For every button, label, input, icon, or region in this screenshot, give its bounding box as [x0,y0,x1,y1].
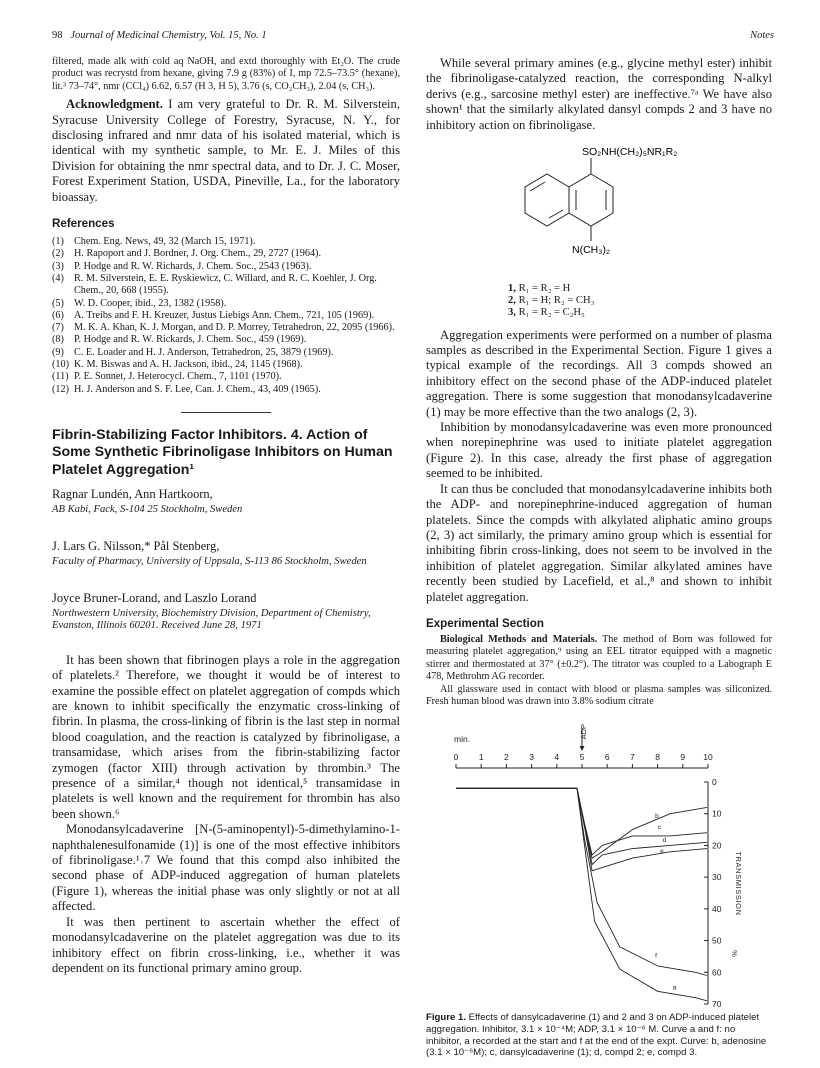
curve-label-d: d [662,837,667,845]
x-axis-label: min. [454,734,471,745]
reference-number: (12) [52,383,69,395]
page-number: 98 [52,30,63,41]
sulfonamide-group-label: SO₂NH(CH₂)₅NR₁R₂ [582,146,678,159]
acknowledgment [52,97,400,205]
reference-item [52,310,400,322]
section-name: Notes [750,30,774,41]
caption-text: Effects of dansylcadaverine (1) and 2 and 3 on ADP-induced platelet aggregation. Inhibitor, 3.1 × 10⁻⁴M; ADP, 3.1 × 10⁻⁶ M. Curve a and f: no inhibitor, a recorded at the start and f at the end of the expt. Curve: b, adenosine (3.1 × 10⁻⁶M); c, dansylcadaverine (1); d, compd 2; e, compd 3. [426,1012,767,1059]
acknowledgment-text: I am very grateful to Dr. R. M. Silverstein, Syracuse University College of Forestry, Syracuse, N. Y., for disclosing infrared and nmr data of his isolated material, which is identical with my synthetic sample, to Mr. E. J. Miles of this Division for obtaining the nmr spectral data, and to Dr. J. C. Moser, Forest Experiment Station, USDA, Pineville, La., for the laboratory bioassay. [52,97,400,204]
acknowledgment-heading: Acknowledgment. [66,97,163,112]
reference-number: (5) [52,297,64,309]
results-paragraph-4: It can thus be concluded that monodansylcadaverine inhibits both the ADP- and norepinephrine-induced aggregation of human platelets. Since the compds with alkylated aliphatic amino groups (2, 3) act similarly, the primary amino group which is essential for inhibiting fibrin cross-linking, does not seem to be involved in the inhibition of platelet aggregation. Similar alkylated amines have recently been studied by Lacefield, et al.,⁸ and shown to inhibit platelet aggregation. [426,481,772,604]
reference-text: H. Rapoport and J. Bordner, J. Org. Chem., 29, 2727 (1964). [74,248,321,260]
reference-text: P. Hodge and R. W. Richards, J. Chem. Soc., 2543 (1963). [74,260,312,272]
authors-uppsala: J. Lars G. Nilsson,* Pål Stenberg, [52,539,220,554]
journal-name: Journal of Medicinal Chemistry, Vol. 15, No. 1 [70,30,267,41]
reference-text: K. M. Biswas and A. H. Jackson, ibid., 24, 1145 (1968). [74,359,303,371]
compound-item [508,295,772,307]
results-paragraph-2: Aggregation experiments were performed on a number of plasma samples as described in the Experimental Section. Figure 1 gives a typical example of the recordings. All 3 compds showed an inhibitory effect on the second phase of the ADP-induced platelet aggregation. There is some suggestion that monodansylcadaverine (1) may be more effective than the two analogs (2, 3). [426,327,772,419]
compound-item [508,283,772,295]
y-tick-label: 0 [712,777,717,788]
adp-label: ADP [579,724,588,740]
curve-f [456,789,707,976]
authors-northwestern: Joyce Bruner-Lorand, and Laszlo Lorand [52,590,257,605]
article-separator [181,412,271,413]
curve-label-b: b [655,813,659,821]
y-tick-label: 40 [712,904,722,915]
curve-label-a: a [672,984,677,992]
figure-1 [426,712,772,1012]
reference-number: (10) [52,359,69,371]
reference-item [52,359,400,371]
reference-item [52,298,400,310]
methods-heading: Biological Methods and Materials. [440,633,598,645]
y-tick-label: 50 [712,935,722,946]
reference-number: (8) [52,334,64,346]
reference-text: R. M. Silverstein, E. E. Ryskiewicz, C. Willard, and R. C. Koehler, J. Org. Chem., 20, 668 (1955). [74,272,377,297]
reference-number: (4) [52,272,64,284]
y-tick-label: 20 [712,840,722,851]
previous-article-ending: filtered, made alk with cold aq NaOH, and extd thoroughly with Et₂O. The crude product was recrystd from hexane, giving 7.9 g (83%) of I, mp 72.5–73.5° (hexane), lit.³ 73–74°, nmr (CCl₄) 6.62, 6.57 (H 3, H 5), 3.76 (s, CO₂CH₃), 2.04 (s, CH₃). [52,56,400,92]
compound-substituents: R₁ = H; R₂ = CH₃ [518,295,595,307]
y-tick-label: 70 [712,999,722,1010]
y-axis-unit: % [730,950,739,958]
reference-item [52,261,400,273]
reference-text: P. E. Sonnet, J. Heterocycl. Chem., 7, 1101 (1970). [74,371,282,383]
reference-text: C. E. Loader and H. J. Anderson, Tetrahedron, 25, 3879 (1969). [74,346,334,358]
experimental-methods [426,634,772,684]
affiliation-uppsala: Faculty of Pharmacy, University of Uppsala, S-113 86 Stockholm, Sweden [52,556,367,568]
figure-1-caption [426,1012,772,1058]
running-head [52,30,774,46]
compound-number: 3, [508,307,516,319]
reference-number: (6) [52,309,64,321]
reference-text: M. K. A. Khan, K. J. Morgan, and D. P. Morrey, Tetrahedron, 22, 2095 (1966). [74,322,395,334]
reference-text: H. J. Anderson and S. F. Lee, Can. J. Chem., 43, 409 (1965). [74,383,321,395]
x-tick-label: 4 [554,752,560,763]
affiliation-northwestern: Northwestern University, Biochemistry Division, Department of Chemistry, Evanston, Illinois 60201. Received June 28, 1971 [52,607,371,632]
curve-label-e: e [660,848,664,856]
naphthalene-structure-drawing [426,141,772,281]
reference-item [52,322,400,334]
x-tick-label: 2 [504,752,509,763]
x-tick-label: 8 [655,752,660,763]
reference-text: P. Hodge and R. W. Rickards, J. Chem. Soc., 459 (1969). [74,334,307,346]
reference-item [52,236,400,248]
results-paragraph-1: While several primary amines (e.g., glycine methyl ester) inhibit the fibrinoligase-catalyzed reaction, the corresponding N-alkyl derivs (e.g., sarcosine methyl ester) are ineffective.⁷ᵃ We have also shown¹ that the similarly alkylated dansyl compds 2 and 3 have no inhibitory action on fibrinoligase. [426,56,772,132]
y-tick-label: 60 [712,967,722,978]
reference-text: Chem. Eng. News, 49, 32 (March 15, 1971). [74,236,256,248]
compound-list [508,283,772,320]
reference-item [52,371,400,383]
x-tick-label: 9 [680,752,686,763]
reference-number: (3) [52,260,64,272]
x-tick-label: 6 [604,752,610,763]
curve-e [456,789,707,872]
reference-text: A. Treibs and F. H. Kreuzer, Justus Liebigs Ann. Chem., 721, 105 (1969). [74,309,375,321]
article-title: Fibrin-Stabilizing Factor Inhibitors. 4. Action of Some Synthetic Fibrinoligase Inhibitors on Human Platelet Aggregation¹ [52,426,393,478]
x-tick-label: 5 [579,752,585,763]
compound-substituents: R₁ = R₂ = H [518,283,571,295]
references-list [52,236,400,396]
experimental-heading: Experimental Section [426,616,544,630]
reference-number: (1) [52,236,64,248]
compound-substituents: R₁ = R₂ = C₂H₅ [518,307,585,319]
curve-label-f: f [655,952,657,960]
compound-number: 2, [508,295,516,307]
reference-item [52,384,400,396]
intro-paragraph-1: It has been shown that fibrinogen plays a role in the aggregation of platelets.² Therefore, we thought it would be of interest to examine the possible effect on platelet aggregation of compds which are known to inhibit specifically the enzymatic cross-linking of fibrin. In plasma, the cross-linking of fibrin is the last step in normal blood coagulation, and the reaction is catalyzed by fibrinoligase, a transamidase, which arises from the fibrin-stabilizing factor zymogen (factor XIII) through activation by thrombin.³ The presence of a similar,⁴ though not identical,⁵ transamidase in platelets is well known and the requirement for thrombin has also been shown.⁶ [52,652,400,821]
curve-d [456,789,707,865]
y-tick-label: 10 [712,809,722,820]
intro-paragraph-3: It was then pertinent to ascertain whether the effect of monodansylcadaverine on the platelet aggregation was due to its inhibitory effect on fibrin cross-linking, i.e., whether it was dependent on its functional primary amino group. [52,914,400,975]
reference-item [52,273,400,298]
left-column [52,56,400,976]
reference-number: (11) [52,371,69,383]
compound-item [508,307,772,319]
page-header-left [52,30,267,41]
experimental-glassware: All glassware used in contact with blood or plasma samples was siliconized. Fresh human blood was drawn into 3.8% sodium citrate [426,683,772,707]
y-tick-label: 30 [712,872,722,883]
results-paragraph-3: Inhibition by monodansylcadaverine was even more pronounced when norepinephrine was used to initiate platelet aggregation (Figure 2). In this case, already the first phase of aggregation seemed to be inhibited. [426,420,772,481]
right-column [426,56,772,1059]
curve-label-c: c [657,824,661,832]
references-heading: References [52,217,115,231]
reference-number: (9) [52,346,64,358]
x-tick-label: 7 [630,752,635,763]
x-tick-label: 10 [703,752,713,763]
y-axis-label: TRANSMISSION [734,851,743,917]
compound-number: 1, [508,283,516,295]
adp-arrowhead [580,746,585,751]
caption-label: Figure 1. [426,1012,466,1024]
x-tick-label: 1 [478,752,484,763]
x-tick-label: 3 [529,752,534,763]
reference-text: W. D. Cooper, ibid., 23, 1382 (1958). [74,297,227,309]
intro-paragraph-2: Monodansylcadaverine [N-(5-aminopentyl)-5-dimethylamino-1-naphthalenesulfonamide (1)] is one of the most effective inhibitors of fibrinoligase.¹˒7 We found that this compd also inhibited the second phase of ADP-induced aggregation of human platelets (Figure 1), whereas the initial phase was only slightly or not at all affected. [52,822,400,914]
reference-item [52,334,400,346]
x-tick-label: 0 [453,752,459,763]
methods-text: The method of Born was followed for measuring platelet aggregation,⁹ using an EEL titrator equipped with a magnetic stirrer and thermostated at 37° (±0.2°). The titrator was coupled to a Labograph E 478, Methrohm AG recorder. [426,633,772,683]
affiliation-kabi: AB Kabi, Fack, S-104 25 Stockholm, Sweden [52,504,243,516]
reference-number: (2) [52,248,64,260]
reference-item [52,248,400,260]
reference-item [52,347,400,359]
aggregation-chart [426,712,772,1012]
authors-kabi: Ragnar Lundén, Ann Hartkoorn, [52,487,213,502]
dimethylamino-group-label: N(CH₃)₂ [572,244,611,257]
reference-number: (7) [52,322,64,334]
chemical-structure [426,141,772,281]
